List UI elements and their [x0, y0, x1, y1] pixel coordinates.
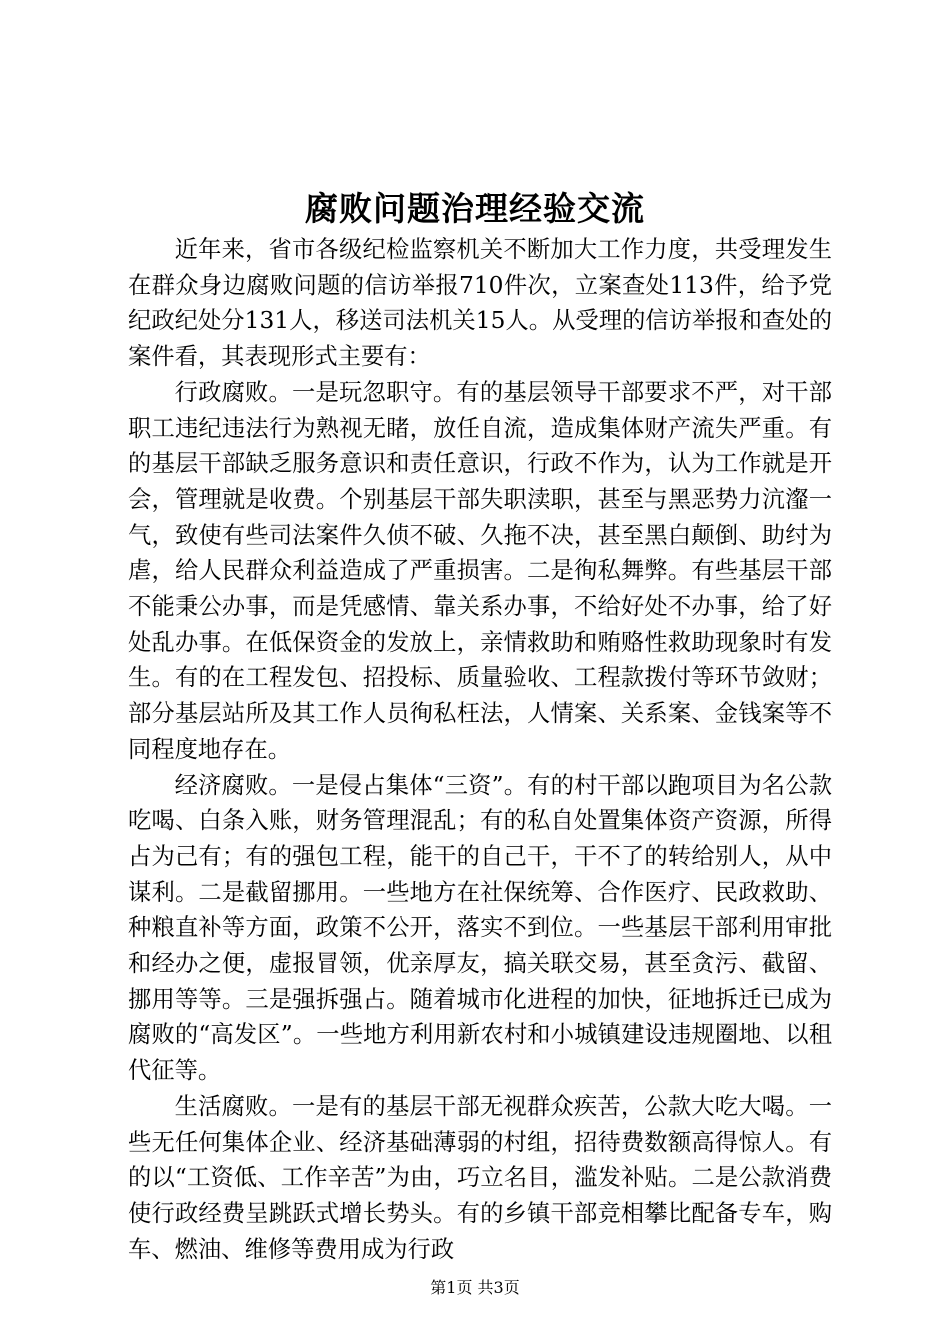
page-footer: 第1页 共3页: [430, 1278, 520, 1297]
paragraph-lifestyle-corruption: 生活腐败。一是有的基层干部无视群众疾苦，公款大吃大喝。一些无任何集体企业、经济基础薄弱的村组，招待费数额高得惊人。有的以“工资低、工作辛苦”为由，巧立名目，滥发补贴。二是公款消费使行政经费呈跳跃式增长势头。有的乡镇干部竞相攀比配备专车，购车、燃油、维修等费用成为行政: [128, 1092, 832, 1263]
paragraph-intro: 近年来，省市各级纪检监察机关不断加大工作力度，共受理发生在群众身边腐败问题的信访举报710件次，立案查处113件，给予党纪政纪处分131人，移送司法机关15人。从受理的信访举报和查处的案件看，其表现形式主要有：: [128, 236, 832, 371]
document-title: 腐败问题治理经验交流: [305, 189, 645, 228]
paragraph-administrative-corruption: 行政腐败。一是玩忽职守。有的基层领导干部要求不严，对干部职工违纪违法行为熟视无睹，放任自流，造成集体财产流失严重。有的基层干部缺乏服务意识和责任意识，行政不作为，认为工作就是开会，管理就是收费。个别基层干部失职渎职，甚至与黑恶势力沆瀣一气，致使有些司法案件久侦不破、久拖不决，甚至黑白颠倒、助纣为虐，给人民群众利益造成了严重损害。二是徇私舞弊。有些基层干部不能秉公办事，而是凭感情、靠关系办事，不给好处不办事，给了好处乱办事。在低保资金的发放上，亲情救助和贿赂性救助现象时有发生。有的在工程发包、招投标、质量验收、工程款拨付等环节敛财；部分基层站所及其工作人员徇私枉法，人情案、关系案、金钱案等不同程度地存在。: [128, 378, 832, 763]
document-body: [128, 232, 832, 1267]
paragraph-economic-corruption: 经济腐败。一是侵占集体“三资”。有的村干部以跑项目为名公款吃喝、白条入账，财务管理混乱；有的私自处置集体资产资源，所得占为己有；有的强包工程，能干的自己干，干不了的转给别人，从中谋利。二是截留挪用。一些地方在社保统筹、合作医疗、民政救助、种粮直补等方面，政策不公开，落实不到位。一些基层干部利用审批和经办之便，虚报冒领，优亲厚友，搞关联交易，甚至贪污、截留、挪用等等。三是强拆强占。随着城市化进程的加快，征地拆迁已成为腐败的“高发区”。一些地方利用新农村和小城镇建设违规圈地、以租代征等。: [128, 771, 832, 1085]
